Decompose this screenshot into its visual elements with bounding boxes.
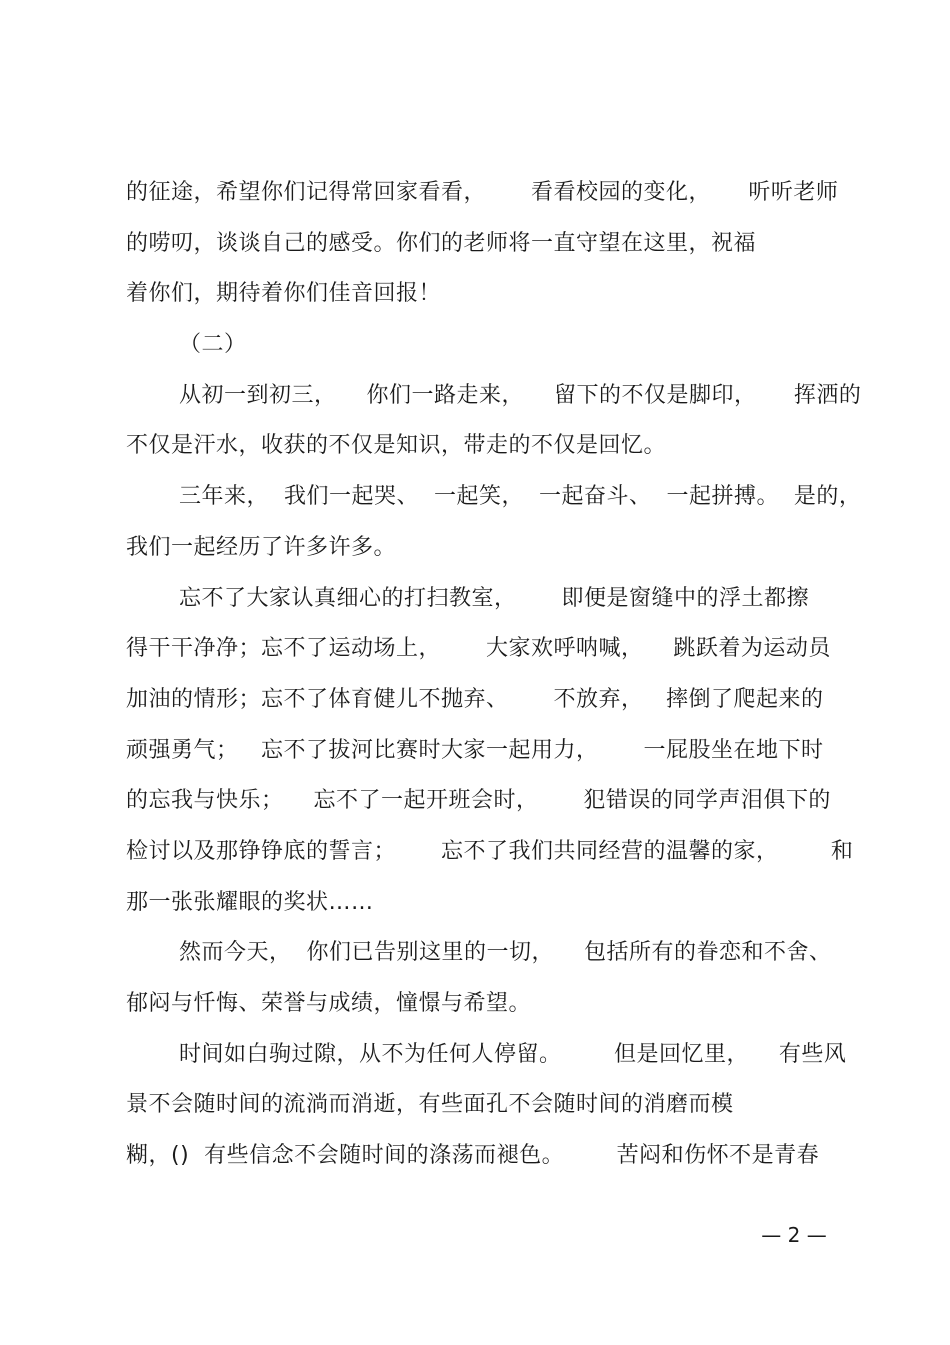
text-line-18: 时间如白驹过隙，从不为任何人停留。 但是回忆里， 有些风 bbox=[179, 1041, 847, 1067]
text-line-10: 得干干净净；忘不了运动场上， 大家欢呼呐喊， 跳跃着为运动员 bbox=[126, 636, 831, 662]
text-line-1: 的征途，希望你们记得常回家看看， 看看校园的变化， 听听老师 bbox=[126, 180, 839, 205]
text-line-7: 三年来， 我们一起哭、 一起笑， 一起奋斗、 一起拼搏。 是的， bbox=[179, 484, 862, 510]
text-line-12: 顽强勇气； 忘不了拔河比赛时大家一起用力， 一屁股坐在地下时 bbox=[126, 737, 824, 763]
document-body bbox=[126, 168, 862, 1182]
text-line-17: 郁闷与忏悔、荣誉与成绩，憧憬与希望。 bbox=[126, 991, 532, 1016]
text-line-15: 那一张张耀眼的奖状…… bbox=[126, 889, 374, 915]
text-line-16: 然而今天， 你们已告别这里的一切， 包括所有的眷恋和不舍、 bbox=[179, 940, 832, 966]
text-line-2: 的唠叨，谈谈自己的感受。你们的老师将一直守望在这里，祝福 bbox=[126, 230, 757, 256]
page-number: — 2 — bbox=[761, 1223, 827, 1247]
text-line-19: 景不会随时间的流淌而消逝，有些面孔不会随时间的消磨而模 bbox=[126, 1092, 734, 1118]
text-line-8: 我们一起经历了许多许多。 bbox=[126, 534, 397, 560]
text-line-6: 不仅是汗水，收获的不仅是知识，带走的不仅是回忆。 bbox=[126, 433, 667, 459]
text-line-3: 着你们，期待着你们佳音回报！ bbox=[126, 281, 442, 307]
text-line-20: 糊，() 有些信念不会随时间的涤荡而褪色。 苦闷和伤怀不是青春 bbox=[126, 1143, 820, 1169]
text-line-11: 加油的情形；忘不了体育健儿不抛弃、 不放弃， 摔倒了爬起来的 bbox=[126, 686, 824, 712]
text-line-14: 检讨以及那铮铮底的誓言； 忘不了我们共同经营的温馨的家， 和 bbox=[126, 838, 854, 864]
text-line-9: 忘不了大家认真细心的打扫教室， 即便是窗缝中的浮土都擦 bbox=[179, 585, 809, 611]
section-heading: （二） bbox=[179, 332, 247, 358]
text-line-13: 的忘我与快乐； 忘不了一起开班会时， 犯错误的同学声泪俱下的 bbox=[126, 788, 831, 814]
text-line-5: 从初一到初三， 你们一路走来， 留下的不仅是脚印， 挥洒的 bbox=[179, 382, 862, 408]
